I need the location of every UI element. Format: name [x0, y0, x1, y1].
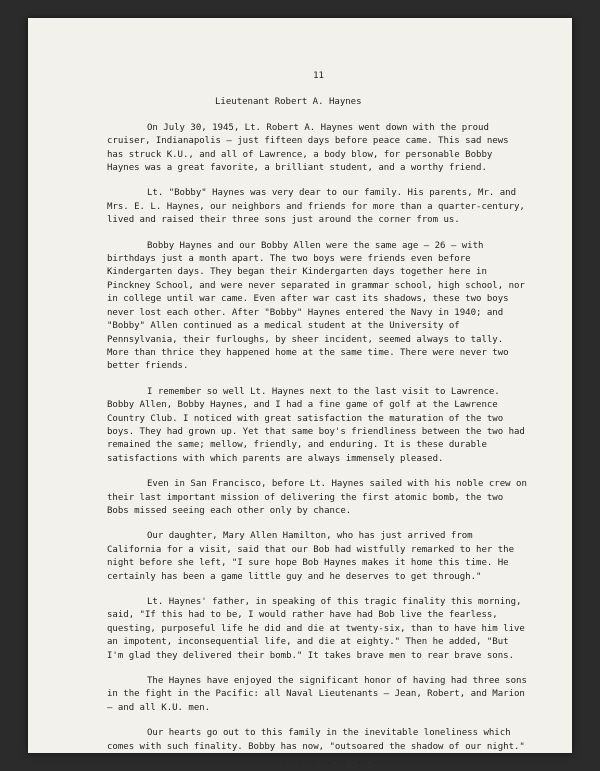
- paragraph-9: Our hearts go out to this family in the inevitable loneliness which comes with such finality. Bobby has now, "outsoared the shadow of our night.": [107, 728, 525, 752]
- paper-sheet: [28, 18, 572, 769]
- page-number: 11: [313, 71, 324, 81]
- paragraph-8: The Haynes have enjoyed the significant honor of having had three sons in the fight in the Pacific: all Naval Lieutenants – Jean, Robert, and Marion – and all K.U. men.: [107, 676, 527, 713]
- paragraph-1: On July 30, 1945, Lt. Robert A. Haynes went down with the proud cruiser, Indianapolis – just fifteen days before peace came. This sad news has struck K.U., and all of Lawrence, a body blow, for personable Bobby Haynes was a great favorite, a brilliant student, and a worthy friend.: [107, 122, 509, 174]
- paragraph-2: Lt. "Bobby" Haynes was very dear to our family. His parents, Mr. and Mrs. E. L. Haynes, our neighbors and friends for more than a quarter-century, lived and raised their three sons just around the corner from us.: [107, 188, 525, 226]
- paragraph-6: Our daughter, Mary Allen Hamilton, who has just arrived from California for a visit, said that our Bob had wistfully remarked to her the night before she left, "I sure hope Bob Haynes makes it home this time. He certainly has been a game little guy and he deserves to get through.": [107, 531, 515, 582]
- end-separator: - - - - - - -: [282, 758, 379, 769]
- paragraph-4: I remember so well Lt. Haynes next to the last visit to Lawrence. Bobby Allen, Bobby Haynes, and I had a fine game of golf at the Lawrence Country Club. I noticed with great satisfaction the maturation of the two boys. They had grown up. Yet that same boy's friendliness between the two had remained the same; mellow, friendly, and enduring. It is these durable satisfactions with which parents are always immensely pleased.: [107, 386, 525, 464]
- document-title: Lieutenant Robert A. Haynes: [215, 97, 362, 108]
- paragraph-3: Bobby Haynes and our Bobby Allen were the same age – 26 – with birthdays just a month apart. The two boys were friends even before Kindergarten days. They began their Kindergarten days together here in Pinckney School, and were never separated in grammar school, high school, nor in college until war came. Even after war cast its shadows, these two boys never lost each other. After "Bobby" Haynes entered the Navy in 1940; and "Bobby" Allen continued as a medical student at the University of Pennsylvania, their furloughs, by sheer incident, seemed always to tally. More than thrice they happened home at the same time. There were never two better friends.: [107, 240, 525, 372]
- paragraph-7: Lt. Haynes' father, in speaking of this tragic finality this morning, said, "If this had to be, I would rather have had Bob live the fearless, questing, purposeful life he did and die at twenty-six, than to have him live an impotent, inconsequential life, and die at eighty." Then he added, "But I'm glad they delivered their bomb." It takes brave men to rear brave sons.: [107, 597, 525, 661]
- paragraph-5: Even in San Francisco, before Lt. Haynes sailed with his noble crew on their last important mission of delivering the first atomic bomb, the two Bobs missed seeing each other only by chance.: [107, 479, 527, 516]
- document-page: [107, 70, 527, 770]
